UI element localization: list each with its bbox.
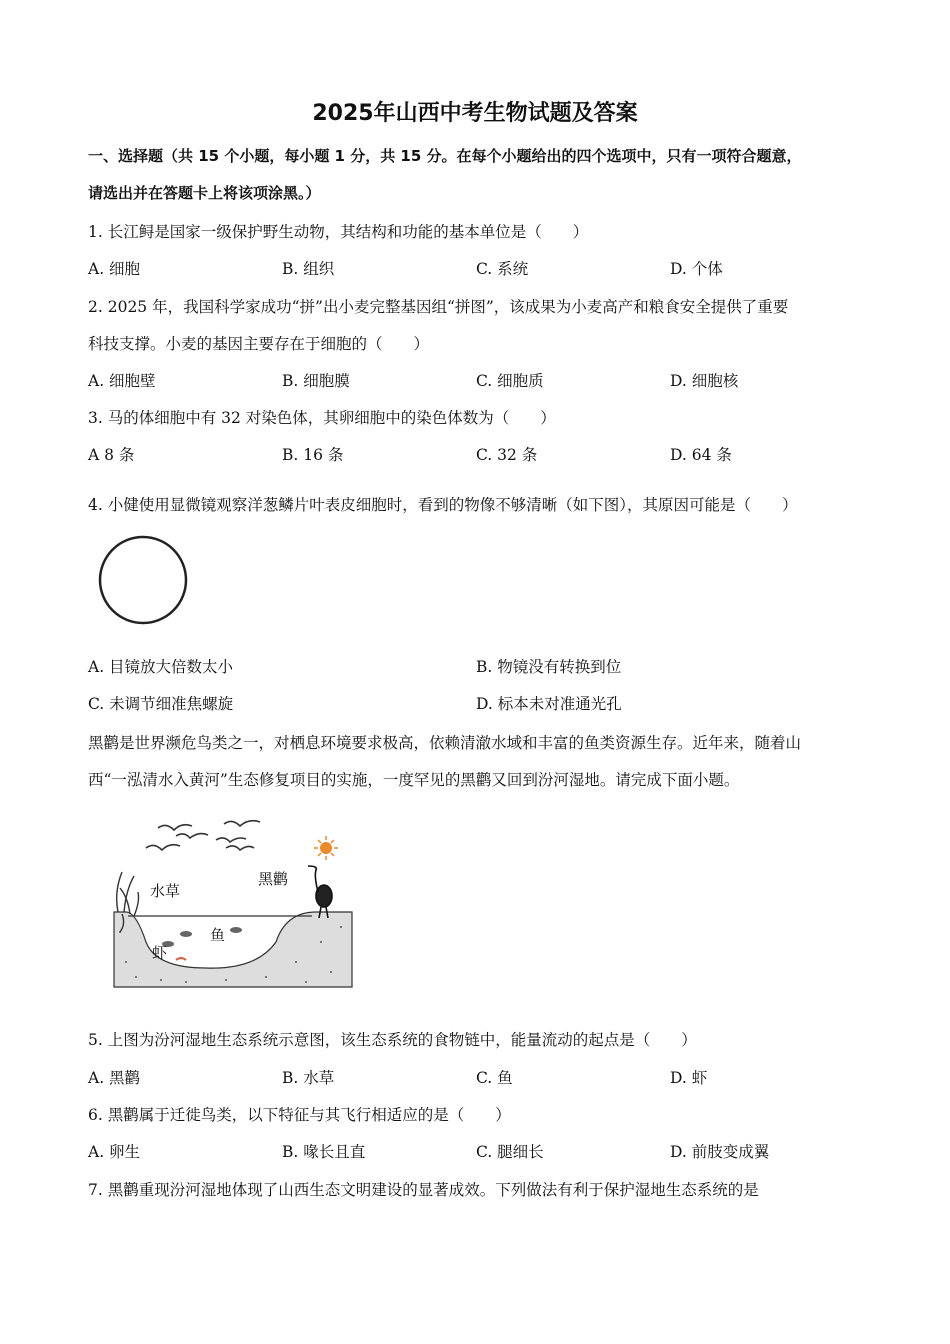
- q4-option-c: C. 未调节细准焦螺旋: [88, 695, 234, 713]
- q3-option-b: B. 16 条: [282, 446, 344, 464]
- passage-line-1: 黑鹳是世界濒危鸟类之一，对栖息环境要求极高，依赖清澈水域和丰富的鱼类资源生存。近年来，随着山: [88, 734, 802, 752]
- q3-option-d: D. 64 条: [670, 446, 732, 464]
- shrimp-icon: [176, 958, 186, 960]
- q3-option-a: A 8 条: [88, 446, 135, 464]
- q1-option-a: A. 细胞: [88, 260, 141, 278]
- sun-icon: [314, 836, 338, 860]
- question-2-stem: 2. 2025 年，我国科学家成功“拼”出小麦完整基因组“拼图”，该成果为小麦高产和粮食安全提供了重要: [88, 298, 789, 316]
- q1-option-c: C. 系统: [476, 260, 529, 278]
- page-title: 2025年山西中考生物试题及答案: [312, 101, 638, 126]
- q5-option-d: D. 虾: [670, 1069, 708, 1087]
- label-water-grass: 水草: [150, 882, 181, 900]
- black-stork-icon: [308, 866, 332, 918]
- q5-option-b: B. 水草: [282, 1069, 335, 1087]
- q4-option-a: A. 目镜放大倍数太小: [88, 658, 234, 676]
- label-black-stork: 黑鹳: [258, 870, 289, 888]
- label-fish: 鱼: [210, 926, 226, 944]
- question-4-stem: 4. 小健使用显微镜观察洋葱鳞片叶表皮细胞时，看到的物像不够清晰（如下图），其原因可能是（ ）: [88, 496, 798, 514]
- q5-option-a: A. 黑鹳: [88, 1069, 141, 1087]
- question-1-stem: 1. 长江鲟是国家一级保护野生动物，其结构和功能的基本单位是（ ）: [88, 223, 589, 241]
- fish-icon: [162, 927, 242, 947]
- q2-option-b: B. 细胞膜: [282, 372, 350, 390]
- q1-option-b: B. 组织: [282, 260, 335, 278]
- pond-bank: [114, 912, 352, 987]
- q6-option-d: D. 前肢变成翼: [670, 1143, 770, 1161]
- q3-option-c: C. 32 条: [476, 446, 538, 464]
- q5-option-c: C. 鱼: [476, 1069, 513, 1087]
- section-heading: 一、选择题（共 15 个小题，每小题 1 分，共 15 分。在每个小题给出的四个选项中，只有一项符合题意，: [88, 147, 802, 165]
- microscope-view-figure: [96, 534, 192, 628]
- question-3-stem: 3. 马的体细胞中有 32 对染色体，其卵细胞中的染色体数为（ ）: [88, 409, 556, 427]
- passage-line-2: 西“一泓清水入黄河”生态修复项目的实施，一度罕见的黑鹳又回到汾河湿地。请完成下面小题。: [88, 771, 740, 789]
- question-5-stem: 5. 上图为汾河湿地生态系统示意图，该生态系统的食物链中，能量流动的起点是（ ）: [88, 1031, 697, 1049]
- flying-birds: [146, 821, 260, 850]
- question-2-stem-cont: 科技支撑。小麦的基因主要存在于细胞的（ ）: [88, 335, 430, 353]
- q4-option-b: B. 物镜没有转换到位: [476, 658, 622, 676]
- q6-option-a: A. 卵生: [88, 1143, 141, 1161]
- q6-option-c: C. 腿细长: [476, 1143, 544, 1161]
- q2-option-c: C. 细胞质: [476, 372, 544, 390]
- q1-option-d: D. 个体: [670, 260, 723, 278]
- q4-option-d: D. 标本未对准通光孔: [476, 695, 622, 713]
- label-shrimp: 虾: [152, 944, 168, 962]
- wetland-ecosystem-figure: [106, 812, 358, 992]
- q6-option-b: B. 喙长且直: [282, 1143, 366, 1161]
- section-heading-cont: 请选出并在答题卡上将该项涂黑。）: [88, 184, 321, 202]
- q2-option-d: D. 细胞核: [670, 372, 739, 390]
- question-7-stem: 7. 黑鹳重现汾河湿地体现了山西生态文明建设的显著成效。下列做法有利于保护湿地生态系统的是: [88, 1181, 759, 1199]
- question-6-stem: 6. 黑鹳属于迁徙鸟类，以下特征与其飞行相适应的是（ ）: [88, 1106, 511, 1124]
- blurry-field-circle: [100, 537, 186, 623]
- q2-option-a: A. 细胞壁: [88, 372, 156, 390]
